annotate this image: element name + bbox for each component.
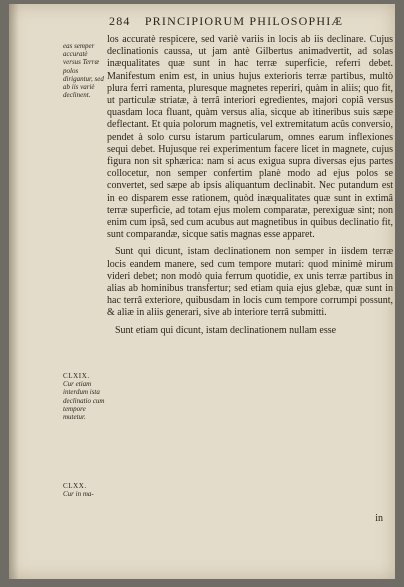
book-page — [9, 4, 395, 579]
paragraph: Sunt qui dicunt, istam declinationem non semper in iisdem terræ locis eandem manere, sed cum tempore mutari: quod minimè mirum videri debet; non modò quia ferrum quotidie, ex unis terræ partibus in alias ab hominibus transfertur; sed etiam quia ejus glebæ, quæ sunt in hac terrâ exteriore, quibusdam in locis cum tempore corrumpi possunt, & aliæ in aliis generari, sive ab interiore terrâ submitti. — [107, 246, 393, 319]
page-gutter-shadow — [9, 4, 19, 579]
running-title: PRINCIPIORUM PHILOSOPHIÆ — [144, 14, 344, 28]
page-number: 284 — [109, 14, 131, 28]
catchword: in — [375, 513, 383, 524]
side-note-2 — [63, 372, 107, 421]
page-header — [109, 14, 343, 29]
paragraph: los accuratè respicere, sed variè variis in locis ab iis declinare. Cujus declinationis caussa, ut jam antè Gilbertus animadvertit, ad solas inæqualitates quæ sunt in hac terræ superficie, referri debet. Manifestum enim est, in unius hujus exterioris terræ partibus, multò plura ferri ramenta, pluresque magnetes reperiri, quàm in aliis; quo fit, ut particulæ striatæ, à terrâ interiori egredientes, majori copiâ versus quasdam loca fluant, quàm versus alia, sicque ab itineribus suis sæpe deflectant. Et quia polorum magnetis, vel extremitatum acûs conversio, pendet à solo cursu istarum particularum, omnes earum inflexiones sequi debet. Hujusque rei experimentum facere licet in magnete, cujus figura non sit sphærica: nam si acus exigua supra diversas ejus partes collocetur, non semper confertim planè modo ad ejus polos se convertet, sed sæpe ab ipsis aliquantum declinabit. Nec putandum est in eo disparem esse rationem, quòd inæqualitates quæ sunt in extimâ terræ superficie, ad totam ejus molem comparatæ, perexiguæ sint; non enim cum ipsâ, sed cum acubus aut magnetibus in quibus declinatio fit, sunt comparandæ, sicque satis magnas esse apparet. — [107, 34, 393, 241]
paragraph: Sunt etiam qui dicunt, istam declinationem nullam esse — [115, 324, 337, 336]
section-number: CLXIX. — [63, 372, 90, 380]
side-note-1 — [63, 42, 107, 99]
main-text — [107, 34, 393, 337]
side-note-text: eas semper accuratè versus Terræ polos dirigantur, sed ab iis variè declinent. — [63, 42, 104, 100]
side-note-text: Cur in ma- — [63, 490, 94, 499]
side-note-text: Cur etiam interdum ista declinatio cum tempore mutetur. — [63, 380, 105, 422]
section-number: CLXX. — [63, 482, 87, 490]
side-note-3 — [63, 482, 107, 498]
